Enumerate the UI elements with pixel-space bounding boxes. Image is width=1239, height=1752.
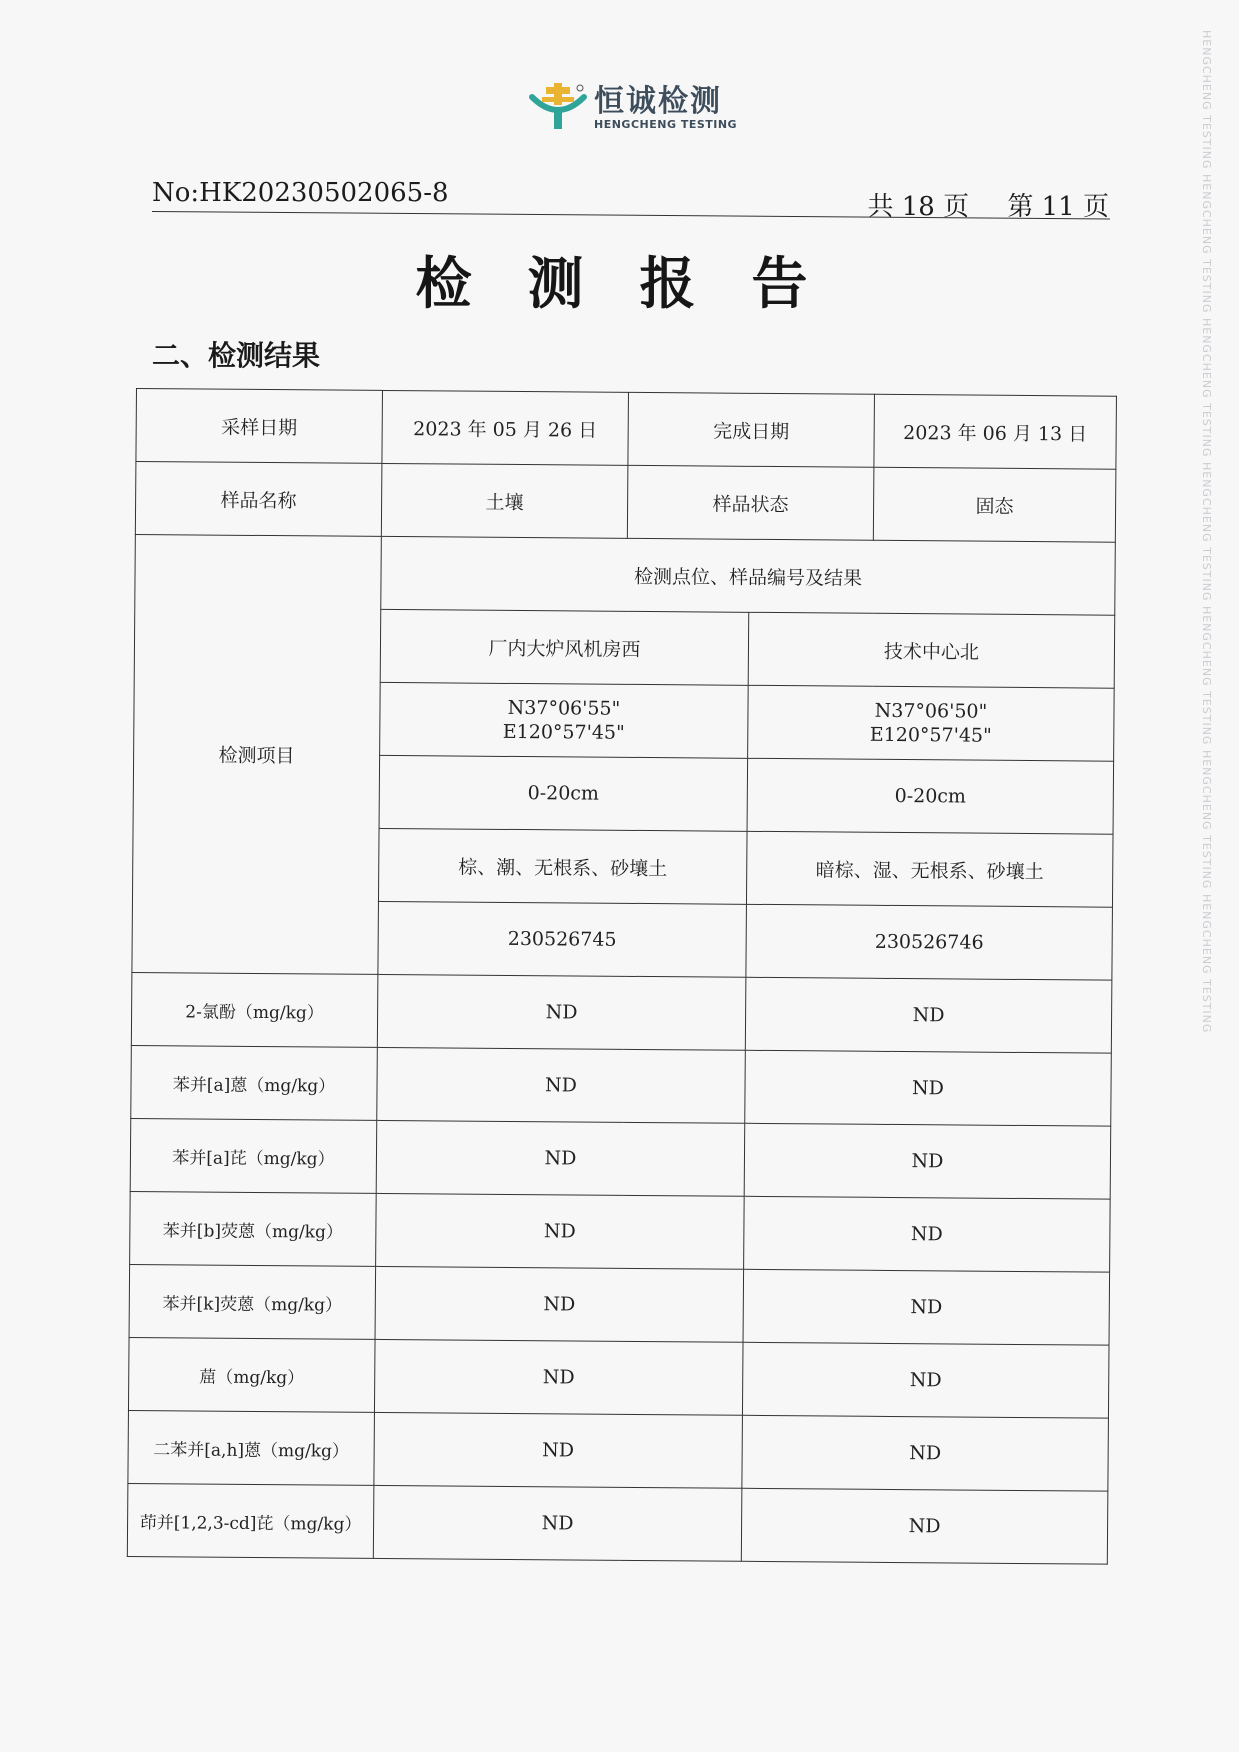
- result-value: ND: [377, 974, 746, 1050]
- result-item: 苯并[b]荧蒽（mg/kg）: [130, 1191, 377, 1266]
- sampling-date-value: 2023 年 05 月 26 日: [382, 390, 629, 465]
- current-page: 第 11 页: [1007, 192, 1109, 222]
- result-item: 2-氯酚（mg/kg）: [131, 972, 378, 1047]
- result-value: ND: [744, 1196, 1111, 1272]
- result-value: ND: [745, 977, 1112, 1053]
- point-sample-id-1: 230526745: [378, 901, 747, 977]
- point-depth-2: 0-20cm: [747, 758, 1114, 834]
- result-item: 䓛（mg/kg）: [128, 1337, 375, 1412]
- side-watermark: HENGCHENG TESTING HENGCHENG TESTING HENGCHENG TESTING HENGCHENG TESTING HENGCHENG TESTING HENGCHENG TESTING HENGCHENG TESTING: [1200, 30, 1213, 1034]
- section-title: 二、检测结果: [152, 339, 321, 372]
- result-value: ND: [377, 1047, 746, 1123]
- result-value: ND: [373, 1485, 742, 1561]
- point-desc-2: 暗棕、湿、无根系、砂壤土: [746, 831, 1113, 907]
- result-value: ND: [375, 1266, 744, 1342]
- table-row: [130, 1118, 1111, 1199]
- result-value: ND: [743, 1269, 1110, 1345]
- company-logo: [528, 82, 738, 134]
- point-lon-2: E120°57'45": [869, 723, 992, 747]
- result-value: ND: [374, 1412, 743, 1488]
- point-depth-1: 0-20cm: [379, 755, 748, 831]
- report-number: No:HK20230502065-8: [152, 178, 449, 208]
- result-value: ND: [376, 1120, 745, 1196]
- point-lat-2: N37°06'50": [874, 699, 988, 723]
- result-item: 苯并[a]蒽（mg/kg）: [131, 1045, 378, 1120]
- point-name-2: 技术中心北: [748, 612, 1115, 688]
- point-coord-2: [748, 685, 1115, 761]
- logo-mark-icon: [528, 83, 588, 133]
- sample-name-label: 样品名称: [135, 462, 382, 537]
- point-name-1: 厂内大炉风机房西: [380, 609, 749, 685]
- info-row-dates: [136, 389, 1117, 470]
- sampling-date-label: 采样日期: [136, 389, 383, 464]
- table-row: [131, 972, 1112, 1053]
- sample-name-value: 土壤: [381, 463, 628, 538]
- sample-state-value: 固态: [873, 467, 1116, 542]
- result-value: ND: [376, 1193, 745, 1269]
- result-value: ND: [374, 1339, 743, 1415]
- table-row: [128, 1337, 1109, 1418]
- points-header-row: [135, 534, 1116, 615]
- point-coord-1: [380, 682, 749, 758]
- table-row: [128, 1410, 1109, 1491]
- table-row: [130, 1191, 1111, 1272]
- result-value: ND: [744, 1123, 1111, 1199]
- result-item: 二苯并[a,h]蒽（mg/kg）: [128, 1410, 375, 1485]
- points-header: 检测点位、样品编号及结果: [381, 536, 1116, 615]
- result-item: 茚并[1,2,3-cd]芘（mg/kg）: [127, 1483, 374, 1558]
- test-item-label: 检测项目: [132, 534, 381, 974]
- completion-date-label: 完成日期: [628, 392, 875, 467]
- results-table-wrap: [127, 388, 1116, 1565]
- table-row: [131, 1045, 1112, 1126]
- result-item: 苯并[a]芘（mg/kg）: [130, 1118, 377, 1193]
- table-row: [129, 1264, 1110, 1345]
- result-value: ND: [742, 1415, 1109, 1491]
- results-table: [127, 388, 1117, 1565]
- result-item: 苯并[k]荧蒽（mg/kg）: [129, 1264, 376, 1339]
- result-value: ND: [742, 1342, 1109, 1418]
- total-pages: 共 18 页: [867, 192, 970, 222]
- point-lon-1: E120°57'45": [502, 720, 625, 744]
- point-desc-1: 棕、潮、无根系、砂壤土: [378, 828, 747, 904]
- result-value: ND: [741, 1488, 1108, 1564]
- sample-state-label: 样品状态: [627, 465, 874, 540]
- point-lat-1: N37°06'55": [507, 696, 621, 720]
- table-row: [127, 1483, 1108, 1564]
- info-row-sample: [135, 462, 1116, 543]
- result-value: ND: [745, 1050, 1112, 1126]
- completion-date-value: 2023 年 06 月 13 日: [874, 394, 1117, 469]
- point-sample-id-2: 230526746: [746, 904, 1113, 980]
- page-title: 检测报告: [415, 252, 864, 317]
- logo-text-cn: 恒诚检测: [594, 83, 722, 119]
- logo-text-en: HENGCHENG TESTING: [594, 117, 738, 131]
